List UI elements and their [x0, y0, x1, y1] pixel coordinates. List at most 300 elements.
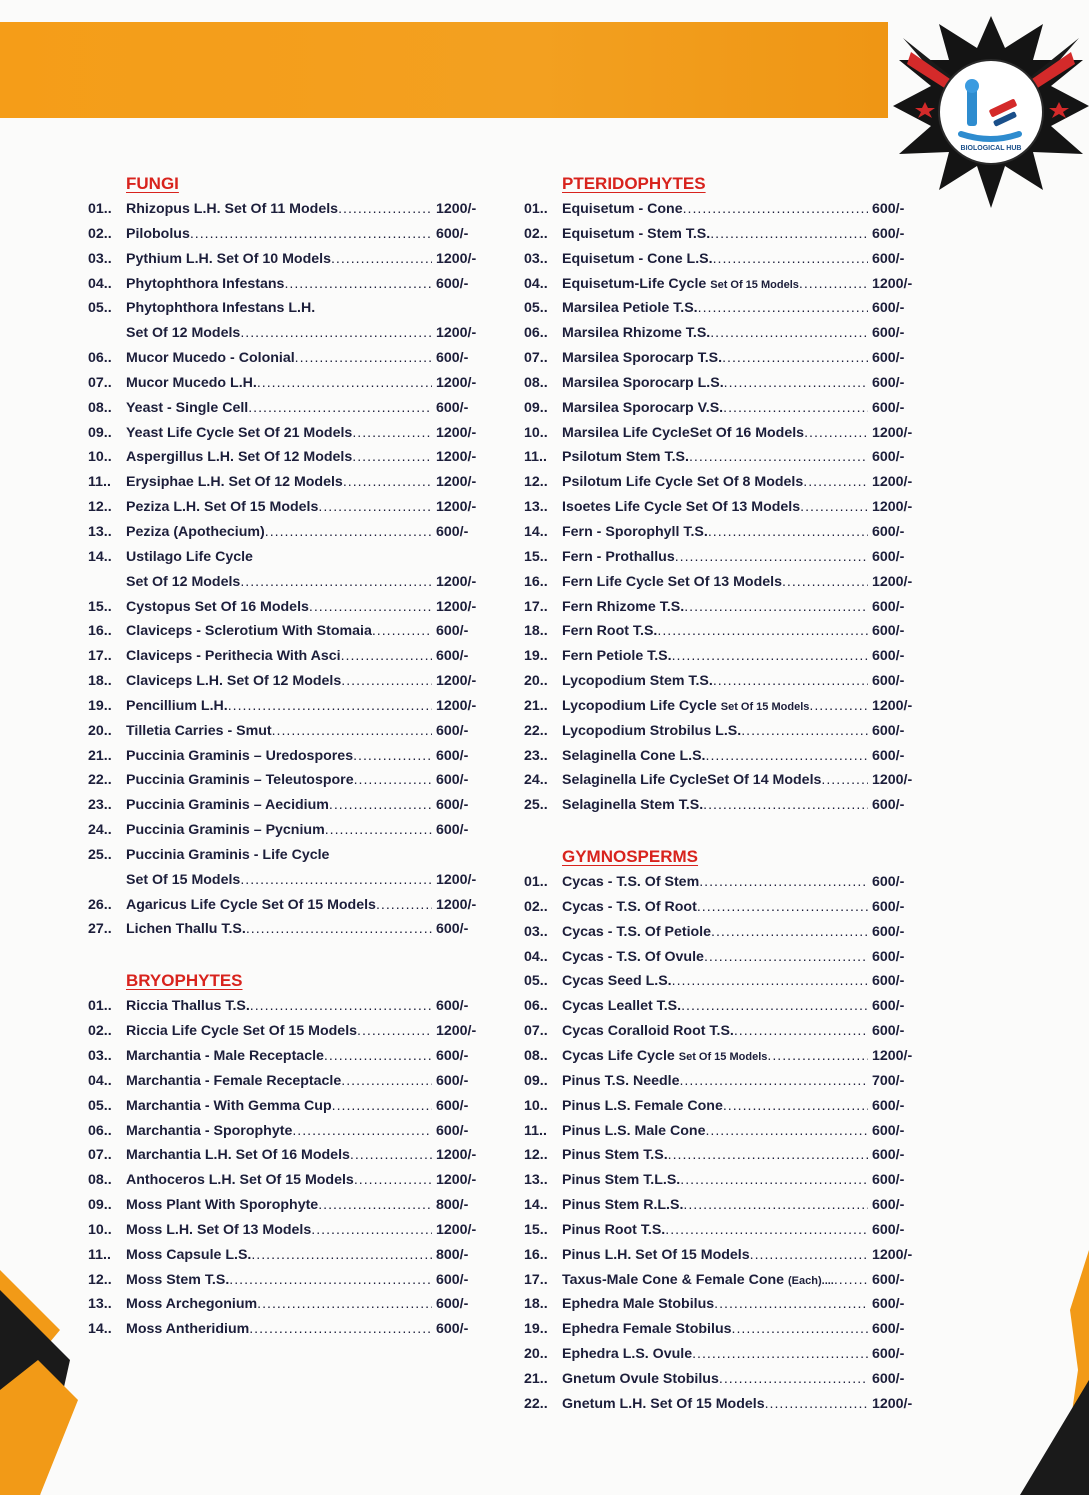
- item-price: 800/-: [436, 1246, 469, 1263]
- item-number: 21..: [524, 1370, 548, 1387]
- item-price: 600/-: [436, 1296, 469, 1313]
- item-price: 600/-: [872, 598, 905, 615]
- item-price: 600/-: [436, 822, 469, 839]
- item-number: 11..: [524, 449, 547, 466]
- item-price: 1200/-: [872, 573, 913, 590]
- item-name: Pythium L.H. Set Of 10 Models: [126, 250, 331, 267]
- price-list-row: [88, 719, 488, 744]
- item-price: 1200/-: [436, 374, 477, 391]
- price-list-row: [88, 197, 488, 222]
- price-list-row: [524, 669, 924, 694]
- price-list-row: [524, 1292, 924, 1317]
- item-price: 1200/-: [436, 1023, 477, 1040]
- item-name: Pinus L.S. Female Cone: [562, 1097, 723, 1114]
- dot-leader: [341, 669, 432, 694]
- item-price: 600/-: [872, 350, 905, 367]
- item-name: Pinus L.S. Male Cone: [562, 1122, 706, 1139]
- item-number: 26..: [88, 896, 112, 913]
- item-name: Lichen Thallu T.S.: [126, 921, 246, 938]
- dot-leader: [708, 520, 868, 545]
- dot-leader: [704, 945, 868, 970]
- item-price: 600/-: [436, 1271, 469, 1288]
- dot-leader: [699, 870, 868, 895]
- item-price: 600/-: [872, 673, 905, 690]
- dot-leader: [284, 272, 432, 297]
- item-name: Gnetum L.H. Set Of 15 Models: [562, 1395, 765, 1412]
- item-number: 11..: [88, 474, 111, 491]
- item-name: Agaricus Life Cycle Set Of 15 Models: [126, 896, 376, 913]
- price-list-row: [524, 396, 924, 421]
- item-name: Isoetes Life Cycle Set Of 13 Models: [562, 499, 801, 516]
- item-number: 13..: [88, 1296, 112, 1313]
- item-price: 600/-: [872, 1172, 905, 1189]
- item-name: Fern Life Cycle Set Of 13 Models: [562, 573, 782, 590]
- dot-leader: [354, 1168, 432, 1193]
- item-name: Anthoceros L.H. Set Of 15 Models: [126, 1172, 354, 1189]
- section-title-gymnosperms: GYMNOSPERMS: [562, 847, 699, 867]
- item-price: 600/-: [436, 523, 469, 540]
- price-list-row: [524, 619, 924, 644]
- dot-leader: [332, 1094, 432, 1119]
- dot-leader: [689, 445, 868, 470]
- item-price: 1200/-: [872, 499, 913, 516]
- dot-leader: [706, 744, 869, 769]
- dot-leader: [352, 445, 432, 470]
- item-number: 08..: [524, 374, 548, 391]
- price-list-row: [524, 1143, 924, 1168]
- item-number: 14..: [524, 523, 548, 540]
- item-number: 15..: [524, 1221, 548, 1238]
- price-list-row: [524, 744, 924, 769]
- item-price: 600/-: [436, 1122, 469, 1139]
- item-number: 23..: [88, 797, 112, 814]
- item-number: 06..: [524, 998, 548, 1015]
- item-price: 600/-: [872, 1296, 905, 1313]
- item-name: Claviceps - Perithecia With Asci: [126, 648, 341, 665]
- price-list-row: [524, 570, 924, 595]
- dot-leader: [324, 1044, 432, 1069]
- price-list-row: [524, 1268, 924, 1293]
- item-number: 09..: [88, 1197, 112, 1214]
- item-price: 600/-: [872, 623, 905, 640]
- item-price: 600/-: [872, 797, 905, 814]
- item-number: 04..: [88, 1072, 112, 1089]
- item-number: 17..: [524, 598, 548, 615]
- price-list-row: [524, 1243, 924, 1268]
- item-name: Ustilago Life Cycle: [126, 548, 253, 565]
- item-price: 1200/-: [872, 1246, 913, 1263]
- price-list-row: [524, 296, 924, 321]
- item-price: 600/-: [872, 1097, 905, 1114]
- item-name: Moss Antheridium: [126, 1321, 250, 1338]
- item-name: Lycopodium Life Cycle Set Of 15 Models: [562, 697, 810, 714]
- item-name: Moss Stem T.S.: [126, 1271, 230, 1288]
- item-name: Rhizopus L.H. Set Of 11 Models: [126, 201, 339, 217]
- item-name: Marchantia L.H. Set Of 16 Models: [126, 1147, 350, 1164]
- price-list-row: [88, 346, 488, 371]
- item-name: Equisetum - Stem T.S.: [562, 225, 711, 242]
- item-name: Puccinia Graminis – Pycnium: [126, 822, 325, 839]
- dot-leader: [680, 1168, 868, 1193]
- item-price: 1200/-: [872, 275, 913, 292]
- dot-leader: [799, 272, 868, 297]
- item-name: Marsilea Life CycleSet Of 16 Models: [562, 424, 805, 441]
- item-number: 20..: [524, 1346, 548, 1363]
- dot-leader: [240, 868, 432, 893]
- item-price: 1200/-: [436, 697, 477, 714]
- dot-leader: [765, 1392, 868, 1417]
- item-price: 600/-: [872, 998, 905, 1015]
- price-list-row: [524, 595, 924, 620]
- item-price: 600/-: [436, 399, 469, 416]
- item-name: Fern Rhizome T.S.: [562, 598, 685, 615]
- item-number: 09..: [524, 399, 548, 416]
- item-name: Selaginella Life CycleSet Of 14 Models: [562, 772, 822, 789]
- item-price: 600/-: [436, 772, 469, 789]
- item-number: 07..: [524, 350, 548, 367]
- item-price: 1200/-: [436, 474, 477, 491]
- item-price: 800/-: [436, 1197, 469, 1214]
- item-price: 1200/-: [872, 697, 913, 714]
- item-price: 600/-: [872, 1271, 905, 1288]
- price-list-row: [524, 1094, 924, 1119]
- item-price: 600/-: [872, 1122, 905, 1139]
- item-name: Marsilea Rhizome T.S.: [562, 325, 711, 342]
- section-title-pteridophytes: PTERIDOPHYTES: [562, 174, 706, 193]
- item-price: 1200/-: [436, 573, 477, 590]
- item-price: 600/-: [436, 623, 469, 640]
- dot-leader: [821, 768, 868, 793]
- item-number: 25..: [524, 797, 548, 814]
- price-list-row: [524, 1044, 924, 1069]
- item-number: 06..: [88, 1122, 112, 1139]
- price-list-row: [88, 1193, 488, 1218]
- dot-leader: [767, 1044, 868, 1069]
- section-title-bryophytes: BRYOPHYTES: [126, 971, 243, 991]
- price-list-row: [524, 197, 924, 222]
- item-name: Equisetum-Life Cycle Set Of 15 Models: [562, 275, 799, 292]
- price-list-row: [524, 1119, 924, 1144]
- item-name: Peziza (Apothecium): [126, 523, 265, 540]
- item-name: Lycopodium Stem T.S.: [562, 673, 713, 690]
- price-list-row: [88, 694, 488, 719]
- item-number: 05..: [524, 300, 548, 317]
- item-name: Fern Root T.S.: [562, 623, 658, 640]
- dot-leader: [249, 1317, 432, 1342]
- item-number: 15..: [88, 598, 112, 615]
- item-number: 24..: [88, 822, 112, 839]
- item-number: 14..: [88, 1321, 112, 1338]
- item-name: Cycas - T.S. Of Petiole: [562, 923, 712, 940]
- item-number: 07..: [524, 1023, 548, 1040]
- price-list-row: [88, 1094, 488, 1119]
- item-number: 22..: [524, 1395, 548, 1412]
- item-name: Pinus Root T.S.: [562, 1221, 666, 1238]
- item-number: 02..: [524, 898, 548, 915]
- item-number: 12..: [524, 474, 548, 491]
- price-list-row: [524, 545, 924, 570]
- item-price: 1200/-: [436, 598, 477, 615]
- price-list-row: [524, 719, 924, 744]
- item-name: Moss Plant With Sporophyte: [126, 1197, 319, 1214]
- price-list-row: [524, 1168, 924, 1193]
- item-number: 06..: [524, 325, 548, 342]
- dot-leader: [672, 969, 868, 994]
- item-number: 01..: [524, 201, 548, 217]
- dot-leader: [325, 818, 432, 843]
- item-name: Pilobolus: [126, 225, 190, 242]
- item-name: Marchantia - Male Receptacle: [126, 1048, 324, 1064]
- item-price: 1200/-: [436, 449, 477, 466]
- dot-leader: [240, 321, 432, 346]
- item-price: 600/-: [436, 275, 469, 292]
- dot-leader: [353, 744, 432, 769]
- item-number: 20..: [524, 673, 548, 690]
- item-name: Aspergillus L.H. Set Of 12 Models: [126, 449, 353, 466]
- item-number: 12..: [524, 1147, 548, 1164]
- price-list-row: [524, 470, 924, 495]
- price-list-row: [524, 495, 924, 520]
- item-name: Yeast - Single Cell: [126, 399, 249, 416]
- price-list-row: [524, 694, 924, 719]
- price-list-row: [88, 868, 488, 893]
- right-column: [524, 170, 924, 1417]
- item-price: 1200/-: [436, 499, 477, 516]
- item-name-suffix: Set Of 15 Models: [720, 700, 810, 713]
- dot-leader: [684, 595, 868, 620]
- item-name: Marchantia - Female Receptacle: [126, 1072, 342, 1089]
- item-number: 03..: [524, 250, 548, 267]
- dot-leader: [657, 619, 868, 644]
- item-number: 19..: [88, 697, 112, 714]
- dot-leader: [724, 371, 868, 396]
- item-price: 600/-: [872, 449, 905, 466]
- item-number: 21..: [88, 747, 112, 764]
- dot-leader: [698, 296, 868, 321]
- item-price: 1200/-: [872, 772, 913, 789]
- item-number: 05..: [88, 300, 112, 317]
- item-number: 02..: [88, 225, 112, 242]
- price-list-row: [524, 272, 924, 297]
- dot-leader: [692, 1342, 868, 1367]
- item-price: 1200/-: [872, 1048, 913, 1064]
- item-name: Fern - Sporophyll T.S.: [562, 523, 708, 540]
- dot-leader: [376, 893, 432, 918]
- item-name: Taxus-Male Cone & Female Cone (Each)....: [562, 1271, 834, 1288]
- section-bryophytes: [88, 967, 488, 1342]
- item-number: 16..: [524, 1246, 548, 1263]
- price-list-row: [88, 768, 488, 793]
- dot-leader: [711, 920, 868, 945]
- price-list-row: [524, 1193, 924, 1218]
- item-price: 700/-: [872, 1072, 905, 1089]
- item-number: 02..: [524, 225, 548, 242]
- item-number: 01..: [88, 998, 112, 1015]
- item-price: 600/-: [872, 1321, 905, 1338]
- item-name: Moss L.H. Set Of 13 Models: [126, 1221, 312, 1238]
- item-name: Marsilea Sporocarp T.S.: [562, 350, 723, 367]
- dot-leader: [672, 644, 868, 669]
- item-name: Set Of 15 Models: [126, 871, 241, 888]
- item-number: 13..: [88, 523, 112, 540]
- price-list-row: [88, 1044, 488, 1069]
- item-name: Gnetum Ovule Stobilus: [562, 1370, 719, 1387]
- price-list-row: [524, 445, 924, 470]
- section-gymnosperms: [524, 843, 924, 1417]
- item-price: 600/-: [872, 1023, 905, 1040]
- price-list-row: [88, 744, 488, 769]
- dot-leader: [329, 793, 432, 818]
- item-price: 1200/-: [872, 1395, 913, 1412]
- item-name: Marsilea Sporocarp L.S.: [562, 374, 724, 391]
- price-list-row: [88, 1168, 488, 1193]
- price-list-row: [88, 1143, 488, 1168]
- price-list-row: [88, 644, 488, 669]
- dot-leader: [331, 247, 432, 272]
- item-price: 1200/-: [436, 201, 477, 217]
- section-fungi: [88, 170, 488, 942]
- dot-leader: [782, 570, 868, 595]
- item-number: 07..: [88, 1147, 112, 1164]
- dot-leader: [250, 994, 432, 1019]
- item-name: Claviceps L.H. Set Of 12 Models: [126, 673, 342, 690]
- dot-leader: [350, 1143, 432, 1168]
- item-name: Selaginella Cone L.S.: [562, 747, 706, 764]
- item-name: Puccinia Graminis – Uredospores: [126, 747, 354, 764]
- price-list-row: [88, 917, 488, 942]
- dot-leader: [800, 495, 868, 520]
- bottom-left-corner-decoration: [0, 1270, 80, 1495]
- dot-leader: [803, 470, 868, 495]
- item-price: 600/-: [436, 350, 469, 367]
- item-price: 600/-: [436, 1072, 469, 1089]
- item-price: 600/-: [872, 374, 905, 391]
- item-name: Puccinia Graminis – Aecidium: [126, 797, 329, 814]
- item-name: Set Of 12 Models: [126, 573, 241, 590]
- dot-leader: [357, 1019, 432, 1044]
- item-name: Pinus Stem T.L.S.: [562, 1172, 681, 1189]
- item-name: Cycas - T.S. Of Ovule: [562, 948, 704, 965]
- dot-leader: [683, 1193, 868, 1218]
- price-list-row: [524, 1218, 924, 1243]
- price-list-row: [88, 1019, 488, 1044]
- item-number: 02..: [88, 1023, 112, 1040]
- item-price: 600/-: [872, 300, 905, 317]
- item-price: 600/-: [872, 648, 905, 665]
- item-price: 1200/-: [436, 1172, 477, 1189]
- price-list-row: [524, 1342, 924, 1367]
- item-price: 600/-: [872, 325, 905, 342]
- price-list-row: [88, 994, 488, 1019]
- item-name: Marchantia - Sporophyte: [126, 1122, 293, 1139]
- item-name: Moss Archegonium: [126, 1296, 258, 1313]
- item-price: 1200/-: [436, 424, 477, 441]
- price-list-row: [88, 595, 488, 620]
- item-name: Erysiphae L.H. Set Of 12 Models: [126, 474, 343, 491]
- price-list-row: [524, 421, 924, 446]
- item-number: 03..: [88, 250, 112, 267]
- item-name: Lycopodium Strobilus L.S.: [562, 722, 742, 739]
- item-name: Ephedra L.S. Ovule: [562, 1346, 693, 1363]
- dot-leader: [251, 1243, 432, 1268]
- item-number: 01..: [88, 201, 112, 217]
- price-list-row: [88, 669, 488, 694]
- item-price: 600/-: [436, 722, 469, 739]
- item-number: 17..: [524, 1271, 548, 1288]
- item-price: 600/-: [436, 797, 469, 814]
- item-price: 600/-: [436, 1097, 469, 1114]
- item-name: Fern Petiole T.S.: [562, 648, 672, 665]
- item-number: 04..: [524, 275, 548, 292]
- item-number: 10..: [88, 1221, 112, 1238]
- dot-leader: [703, 793, 868, 818]
- dot-leader: [681, 994, 868, 1019]
- item-number: 27..: [88, 921, 112, 938]
- item-price: 600/-: [872, 923, 905, 940]
- price-list-row: [88, 222, 488, 247]
- item-name: Cycas Life Cycle Set Of 15 Models: [562, 1048, 768, 1064]
- item-name: Set Of 12 Models: [126, 325, 241, 342]
- price-list-row: [524, 1392, 924, 1417]
- item-number: 08..: [88, 1172, 112, 1189]
- price-list-row: [88, 1218, 488, 1243]
- price-list-row: [88, 1119, 488, 1144]
- dot-leader: [713, 669, 868, 694]
- dot-leader: [246, 917, 432, 942]
- item-number: 10..: [524, 424, 548, 441]
- item-price: 600/-: [436, 648, 469, 665]
- item-number: 04..: [524, 948, 548, 965]
- price-list-row: [524, 346, 924, 371]
- price-list-row: [88, 619, 488, 644]
- price-list-row: [524, 895, 924, 920]
- item-price: 600/-: [436, 1048, 469, 1064]
- dot-leader: [710, 321, 868, 346]
- item-name: Mucor Mucedo - Colonial: [126, 350, 295, 367]
- price-list-row: [88, 545, 488, 570]
- dot-leader: [804, 421, 868, 446]
- price-list-row: [524, 644, 924, 669]
- item-name: Psilotum Life Cycle Set Of 8 Models: [562, 474, 804, 491]
- dot-leader: [732, 1317, 868, 1342]
- price-list-row: [524, 1019, 924, 1044]
- item-number: 20..: [88, 722, 112, 739]
- item-name: Peziza L.H. Set Of 15 Models: [126, 499, 319, 516]
- item-price: 600/-: [872, 874, 905, 891]
- item-number: 12..: [88, 1271, 112, 1288]
- item-number: 03..: [524, 923, 548, 940]
- item-price: 600/-: [872, 722, 905, 739]
- price-list-row: [88, 1243, 488, 1268]
- item-price: 600/-: [872, 948, 905, 965]
- item-price: 600/-: [872, 548, 905, 565]
- item-number: 16..: [524, 573, 548, 590]
- dot-leader: [352, 421, 432, 446]
- dot-leader: [318, 495, 432, 520]
- item-price: 600/-: [436, 998, 469, 1015]
- dot-leader: [311, 1218, 432, 1243]
- dot-leader: [714, 1292, 868, 1317]
- item-number: 19..: [524, 648, 548, 665]
- item-price: 1200/-: [436, 1221, 477, 1238]
- item-number: 19..: [524, 1321, 548, 1338]
- item-name: Ephedra Male Stobilus: [562, 1296, 715, 1313]
- dot-leader: [338, 197, 432, 222]
- item-name: Marsilea Petiole T.S.: [562, 300, 698, 317]
- item-price: 1200/-: [872, 474, 913, 491]
- dot-leader: [809, 694, 868, 719]
- item-number: 04..: [88, 275, 112, 292]
